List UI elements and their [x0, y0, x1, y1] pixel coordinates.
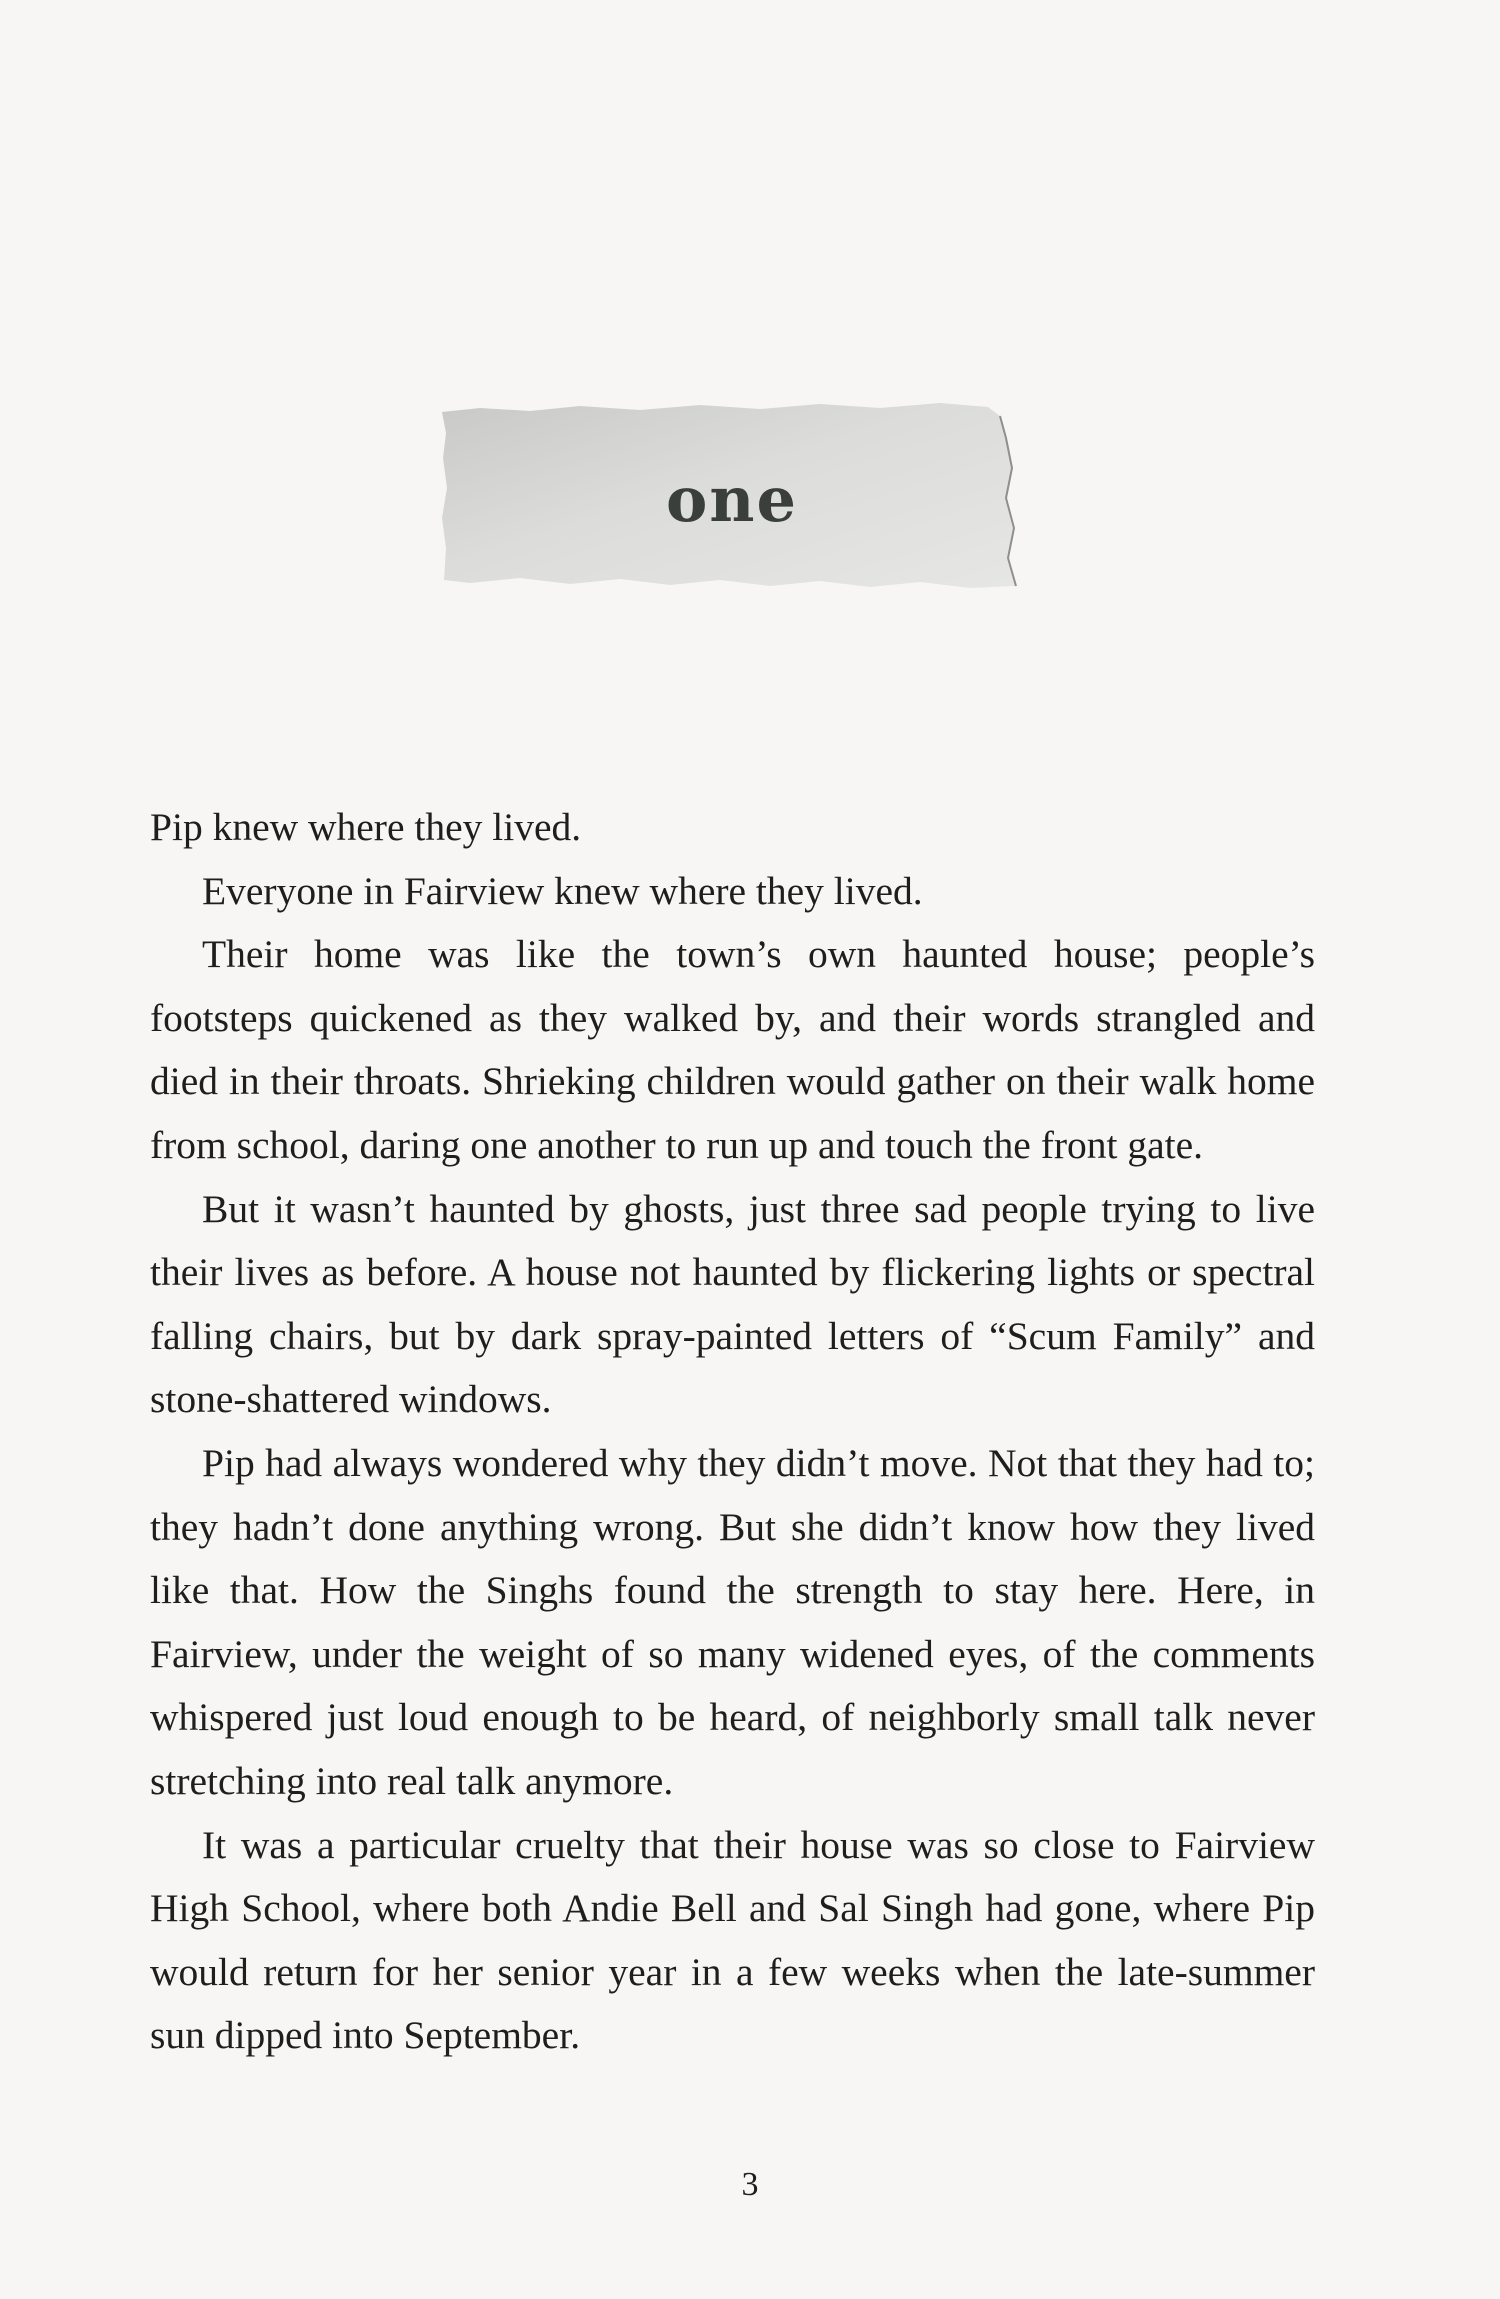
chapter-heading — [440, 398, 1024, 594]
paragraph: Pip knew where they lived. — [150, 805, 582, 849]
paragraph: Their home was like the town’s own haunted house; people’s footsteps quickened as they walked by, and their words strangled and died in their throats. Shrieking children would gather on their walk home from school, daring one another to run up and touch the front gate. — [150, 932, 1315, 1167]
body-text — [150, 796, 1315, 2068]
chapter-title: one — [666, 462, 798, 536]
page-number: 3 — [741, 2166, 759, 2203]
paragraph: But it wasn’t haunted by ghosts, just three sad people trying to live their lives as before. A house not haunted by flickering lights or spectral falling chairs, but by dark spray-painted letters of “Scum Family” and stone-shattered windows. — [150, 1186, 1315, 1422]
paragraph: It was a particular cruelty that their house was so close to Fairview High School, where both Andie Bell and Sal Singh had gone, where Pip would return for her senior year in a few weeks when the late-summer sun dipped into September. — [150, 1822, 1315, 2058]
paragraph: Pip had always wondered why they didn’t move. Not that they had to; they hadn’t done anything wrong. But she didn’t know how they lived like that. How the Singhs found the strength to stay here. Here, in Fairview, under the weight of so many widened eyes, of the comments whispered just loud enough to be heard, of neighborly small talk never stretching into real talk anymore. — [150, 1440, 1315, 1803]
paragraph: Everyone in Fairview knew where they lived. — [202, 868, 923, 913]
